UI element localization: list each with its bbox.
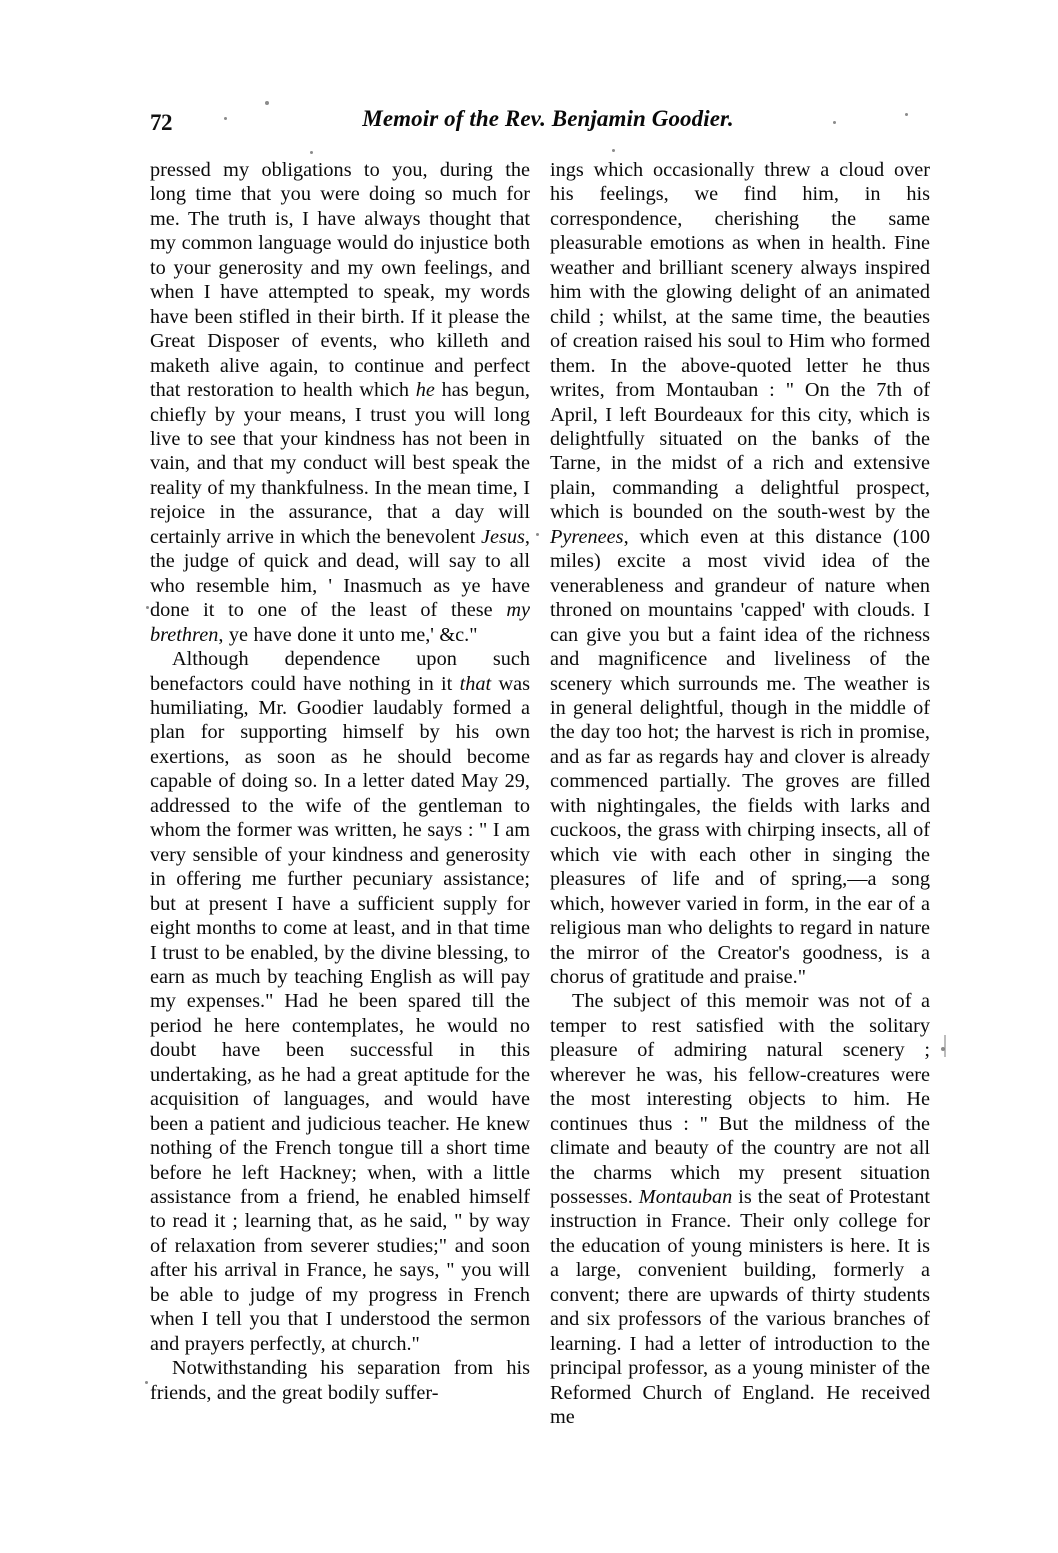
- body-columns: [150, 158, 930, 1430]
- left-column: [150, 158, 530, 1430]
- paragraph: pressed my obligations to you, during the long time that you were doing so much for me. The truth is, I have always thought that my common language would do injustice both to your generosity and my own feelings, and when I have attempted to speak, my words have been stifled in their birth. If it please the Great Disposer of events, who killeth and maketh alive again, to continue and perfect that restoration to health which he has begun, chiefly by your means, I trust you will long live to see that your kindness has not been in vain, and that my conduct will best speak the reality of my thankfulness. In the mean time, I rejoice in the assurance, that a day will certainly arrive in which the benevolent Jesus, the judge of quick and dead, will say to all who resemble him, ' Inasmuch as ye have done it to one of the least of these my brethren, ye have done it unto me,' &c.": [150, 159, 530, 646]
- paragraph: Although dependence upon such benefactors could have nothing in it that was humiliating, Mr. Goodier laudably formed a plan for supporting himself by his own exertions, as soon as he should become capable of doing so. In a letter dated May 29, addressed to the wife of the gentleman to whom the former was written, he says : " I am very sensible of your kindness and generosity in offering me further pecuniary assistance; but at present I have a sufficient supply for eight months to come at least, and in that time I trust to be enabled, by the divine blessing, to earn as much by teaching English as will pay my expenses." Had he been spared till the period he here contemplates, he would no doubt have been successful in this undertaking, as he had a great aptitude for the acquisition of languages, and would have been a patient and judicious teacher. He knew nothing of the French tongue till a short time before he left Hackney; when, with a little assistance from a friend, he enabled himself to read it ; learning that, as he said, " by way of relaxation from severer studies;" and soon after his arrival in France, he says, " you will be able to judge of my progress in French when I tell you that I understood the sermon and prayers perfectly, at church.": [150, 648, 530, 1355]
- page-number: 72: [150, 110, 172, 135]
- scan-speck: [941, 1047, 945, 1051]
- paragraph: The subject of this memoir was not of a temper to rest satisfied with the solitary pleasure of admiring natural scenery ; wherever he was, his fellow-creatures were the most interesting objects to him. He continues thus : " But the mildness of the climate and beauty of the country are not all the charms which my present situation possesses. Montauban is the seat of Protestant instruction in France. Their only college for the education of young ministers is here. It is a large, convenient building, formerly a convent; there are upwards of thirty students and six professors of the various branches of learning. I had a letter of introduction to the principal professor, as a young minister of the Reformed Church of England. He received me: [550, 990, 930, 1429]
- scan-speck: [612, 149, 615, 152]
- scan-speck: [265, 101, 269, 105]
- scan-speck: [310, 151, 313, 154]
- scan-speck: [145, 1381, 148, 1384]
- scan-margin-mark: [944, 1035, 946, 1057]
- paragraph: Notwithstanding his separation from his friends, and the great bodily suffer-: [150, 1357, 530, 1404]
- paragraph: ings which occasionally threw a cloud over his feelings, we find him, in his correspondence, cherishing the same pleasurable emotions as when in health. Fine weather and brilliant scenery always inspired him with the glowing delight of an animated child ; whilst, at the same time, the beauties of creation raised his soul to Him who formed them. In the above-quoted letter he thus writes, from Montauban : " On the 7th of April, I left Bourdeaux for this city, which is delightfully situated on the banks of the Tarne, in the midst of a rich and extensive plain, commanding a delightful prospect, which is bounded on the south-west by the Pyrenees, which even at this distance (100 miles) excite a most vivid idea of the venerableness and grandeur of nature when throned on mountains 'capped' with clouds. I can give you but a faint idea of the richness and magnificence and liveliness of the scenery which surrounds me. The weather is in general delightful, though in the middle of the day too hot; the harvest is rich in promise, and as far as regards hay and clover is already commenced partially. The groves are filled with nightingales, the fields with larks and cuckoos, the grass with chirping insects, all of which vie with each other in singing the pleasures of life and of spring,—a song which, however varied in form, in the ear of a religious man who delights to regard in nature the mirror of the Creator's goodness, is a chorus of gratitude and praise.": [550, 159, 930, 988]
- scan-speck: [146, 606, 149, 609]
- running-head: [150, 106, 930, 146]
- running-title: Memoir of the Rev. Benjamin Goodier.: [362, 106, 734, 131]
- right-column: [550, 158, 930, 1430]
